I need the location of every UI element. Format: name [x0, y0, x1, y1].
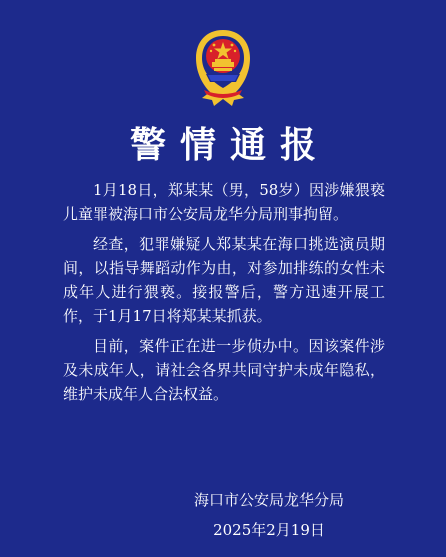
issue-date: 2025年2月19日 [213, 521, 325, 539]
notice-paragraph-1: 1月18日，郑某某（男，58岁）因涉嫌猥亵儿童罪被海口市公安局龙华分局刑事拘留。 [63, 181, 385, 223]
notice-body [63, 178, 385, 412]
notice-paragraph-3: 目前，案件正在进一步侦办中。因该案件涉及未成年人，请社会各界共同守护未成年隐私，维护未成年人合法权益。 [63, 337, 385, 403]
notice-title: 警情通报 [129, 125, 330, 166]
police-emblem-icon [192, 28, 254, 106]
notice-paragraph-2: 经查，犯罪嫌疑人郑某某在海口挑选演员期间，以指导舞蹈动作为由，对参加排练的女性未成年人进行猥亵。接报警后，警方迅速开展工作，于1月17日将郑某某抓获。 [63, 235, 385, 325]
issuer-name: 海口市公安局龙华分局 [193, 491, 344, 509]
